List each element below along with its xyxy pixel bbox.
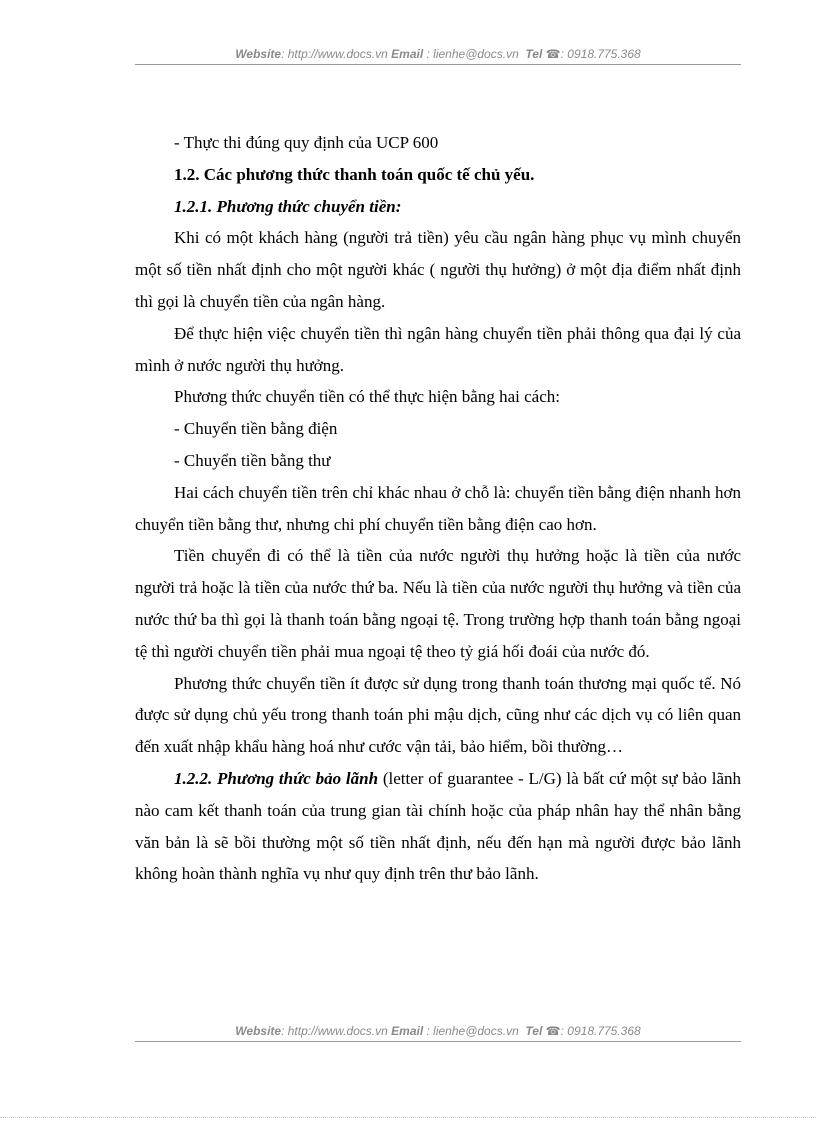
footer-tel-label: Tel bbox=[525, 1024, 543, 1038]
paragraph-definition: Khi có một khách hàng (người trả tiền) yêu cầu ngân hàng phục vụ mình chuyển một số tiền nhất định cho một người khác ( người thụ hưởng) ở một địa điểm nhất định thì gọi là chuyển tiền của ngân hàng. bbox=[135, 228, 741, 311]
header-website-sep: : bbox=[281, 47, 288, 61]
section-heading-1-2-1: 1.2.1. Phương thức chuyển tiền: bbox=[174, 196, 402, 216]
header-website-link[interactable]: http://www.docs.vn bbox=[287, 47, 388, 61]
header-tel-value: : 0918.775.368 bbox=[560, 47, 641, 61]
footer-tel-value: : 0918.775.368 bbox=[560, 1024, 641, 1038]
header-email-label: Email bbox=[391, 47, 424, 61]
footer-email-label: Email bbox=[391, 1024, 424, 1038]
footer-website-link[interactable]: http://www.docs.vn bbox=[287, 1024, 388, 1038]
paragraph-agent: Để thực hiện việc chuyển tiền thì ngân hàng chuyển tiền phải thông qua đại lý của mình ở nước người thụ hưởng. bbox=[135, 323, 741, 375]
header-email-link[interactable]: lienhe@docs.vn bbox=[433, 47, 519, 61]
phone-icon: ☎ bbox=[545, 1024, 561, 1038]
document-body bbox=[135, 127, 741, 890]
footer-email-sep: : bbox=[423, 1024, 434, 1038]
paragraph-currency: Tiền chuyển đi có thể là tiền của nước người thụ hưởng hoặc là tiền của nước người trả hoặc là tiền của nước thứ ba. Nếu là tiền của nước người thụ hưởng và tiền của nước thứ ba thì gọi là thanh toán bằng ngoại tệ. Trong trường hợp thanh toán bằng ngoại tệ thì người chuyển tiền phải mua ngoại tệ theo tỷ giá hối đoái của nước đó. bbox=[135, 546, 741, 661]
page-footer bbox=[135, 1024, 741, 1042]
page-bottom-divider bbox=[0, 1117, 816, 1118]
paragraph-difference: Hai cách chuyển tiền trên chỉ khác nhau ở chỗ là: chuyển tiền bằng điện nhanh hơn chuyển tiền bằng thư, nhưng chi phí chuyển tiền bằng điện cao hơn. bbox=[135, 482, 741, 534]
guarantee-text: (letter of guarantee - L/G) là bất cứ một sự bảo lãnh nào cam kết thanh toán của trung gian tài chính hoặc của pháp nhân hay thể nhân bằng văn bản là sẽ bồi thường một số tiền nhất định, nếu đến hạn mà người được bảo lãnh không hoàn thành nghĩa vụ như quy định trên thư bảo lãnh. bbox=[135, 768, 741, 884]
bullet-ucp: - Thực thi đúng quy định của UCP 600 bbox=[174, 133, 439, 152]
paragraph-methods: Phương thức chuyển tiền có thể thực hiện bằng hai cách: bbox=[174, 387, 560, 407]
paragraph-guarantee bbox=[135, 763, 741, 890]
header-tel-label: Tel bbox=[525, 47, 543, 61]
footer-email-link[interactable]: lienhe@docs.vn bbox=[433, 1024, 519, 1038]
section-heading-1-2: 1.2. Các phương thức thanh toán quốc tế chủ yếu. bbox=[174, 164, 535, 184]
section-heading-1-2-2: 1.2.2. Phương thức bảo lãnh bbox=[174, 768, 379, 788]
footer-website-label: Website bbox=[235, 1024, 282, 1038]
header-email-sep: : bbox=[423, 47, 434, 61]
footer-website-sep: : bbox=[281, 1024, 288, 1038]
phone-icon: ☎ bbox=[545, 47, 561, 61]
bullet-mail: - Chuyển tiền bằng thư bbox=[174, 450, 331, 470]
header-website-label: Website bbox=[235, 47, 282, 61]
bullet-telegraphic: - Chuyển tiền bằng điện bbox=[174, 419, 338, 439]
page-header bbox=[135, 47, 741, 65]
paragraph-usage: Phương thức chuyển tiền ít được sử dụng trong thanh toán thương mại quốc tế. Nó được sử dụng chủ yếu trong thanh toán phi mậu dịch, cũng như các dịch vụ có liên quan đến xuất nhập khẩu hàng hoá như cước vận tải, bảo hiểm, bồi thường… bbox=[135, 673, 741, 757]
